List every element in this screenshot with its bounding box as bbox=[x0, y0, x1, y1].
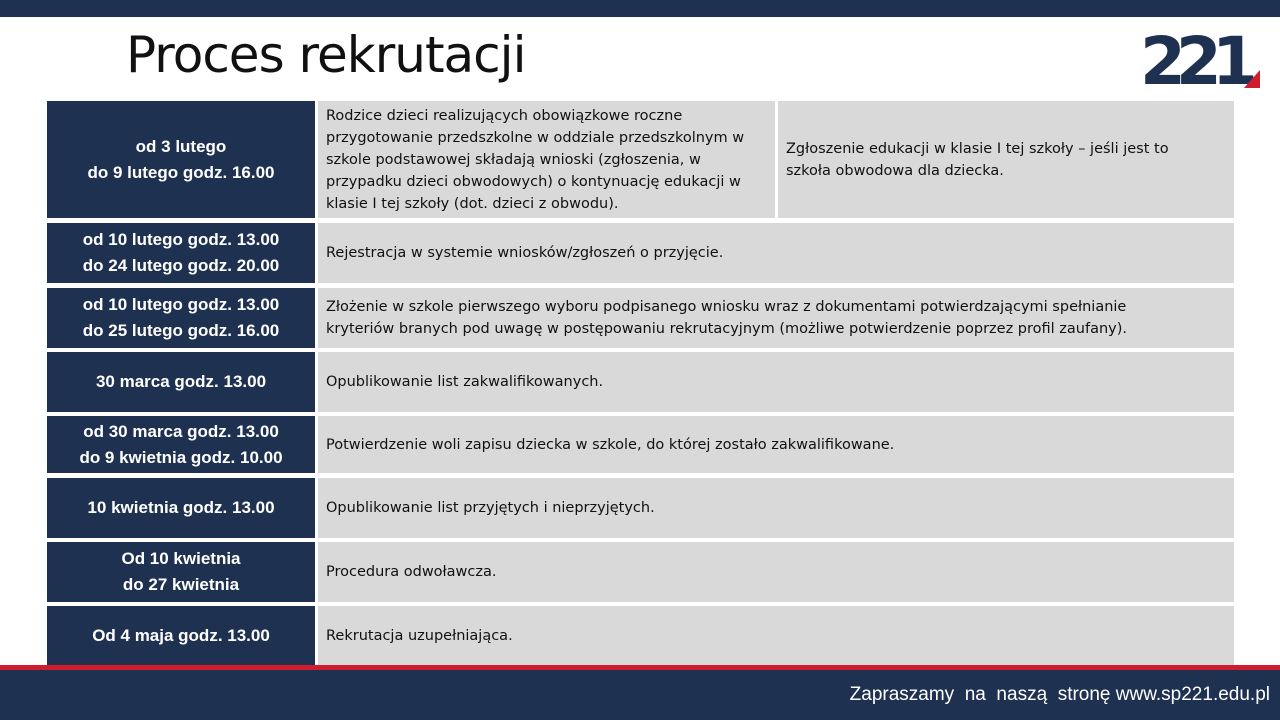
date-cell: od 3 lutego do 9 lutego godz. 16.00 bbox=[47, 101, 315, 218]
footer-bar bbox=[0, 670, 1280, 720]
date-cell: Od 10 kwietnia do 27 kwietnia bbox=[47, 542, 315, 602]
description-cell: Opublikowanie list zakwalifikowanych. bbox=[318, 352, 1234, 412]
date-cell: 30 marca godz. 13.00 bbox=[47, 352, 315, 412]
description-cell: Rodzice dzieci realizujących obowiązkowe roczne przygotowanie przedszkolne w oddziale przedszkolnym w szkole podstawowej składają wnioski (zgłoszenia, w przypadku dzieci obwodowych) o kontynuację edukacji w klasie I tej szkoły (dot. dzieci z obwodu). bbox=[318, 101, 775, 218]
school-logo bbox=[1140, 26, 1260, 90]
schedule-row-1 bbox=[44, 98, 1237, 218]
description-cell: Złożenie w szkole pierwszego wyboru podpisanego wniosku wraz z dokumentami potwierdzającymi spełnianie kryteriów branych pod uwagę w postępowaniu rekrutacyjnym (możliwe potwierdzenie poprzez profil zaufany). bbox=[318, 288, 1234, 348]
schedule-row-5 bbox=[44, 413, 1237, 473]
date-cell: od 10 lutego godz. 13.00 do 24 lutego godz. 20.00 bbox=[47, 223, 315, 283]
schedule-row-4 bbox=[44, 349, 1237, 412]
description-cell: Procedura odwoławcza. bbox=[318, 542, 1234, 602]
date-cell: od 10 lutego godz. 13.00 do 25 lutego godz. 16.00 bbox=[47, 288, 315, 348]
schedule-row-7 bbox=[44, 539, 1237, 602]
schedule-row-6 bbox=[44, 475, 1237, 538]
top-bar bbox=[0, 0, 1280, 17]
date-cell: od 30 marca godz. 13.00 do 9 kwietnia godz. 10.00 bbox=[47, 416, 315, 473]
logo-text: 221 bbox=[1140, 26, 1248, 90]
description-cell-secondary: Zgłoszenie edukacji w klasie I tej szkoły – jeśli jest to szkoła obwodowa dla dziecka. bbox=[778, 101, 1234, 218]
schedule-row-2 bbox=[44, 220, 1237, 283]
schedule-row-8 bbox=[44, 603, 1237, 666]
date-cell: 10 kwietnia godz. 13.00 bbox=[47, 478, 315, 538]
description-cell: Potwierdzenie woli zapisu dziecka w szkole, do której zostało zakwalifikowane. bbox=[318, 416, 1234, 473]
date-cell: Od 4 maja godz. 13.00 bbox=[47, 606, 315, 666]
description-cell: Rekrutacja uzupełniająca. bbox=[318, 606, 1234, 666]
description-cell: Opublikowanie list przyjętych i nieprzyjętych. bbox=[318, 478, 1234, 538]
description-cell: Rejestracja w systemie wniosków/zgłoszeń o przyjęcie. bbox=[318, 223, 1234, 283]
schedule-row-3 bbox=[44, 285, 1237, 348]
slide-title: Proces rekrutacji bbox=[126, 26, 526, 84]
footer-website-text: Zapraszamy na naszą stronę www.sp221.edu.pl bbox=[849, 684, 1270, 705]
